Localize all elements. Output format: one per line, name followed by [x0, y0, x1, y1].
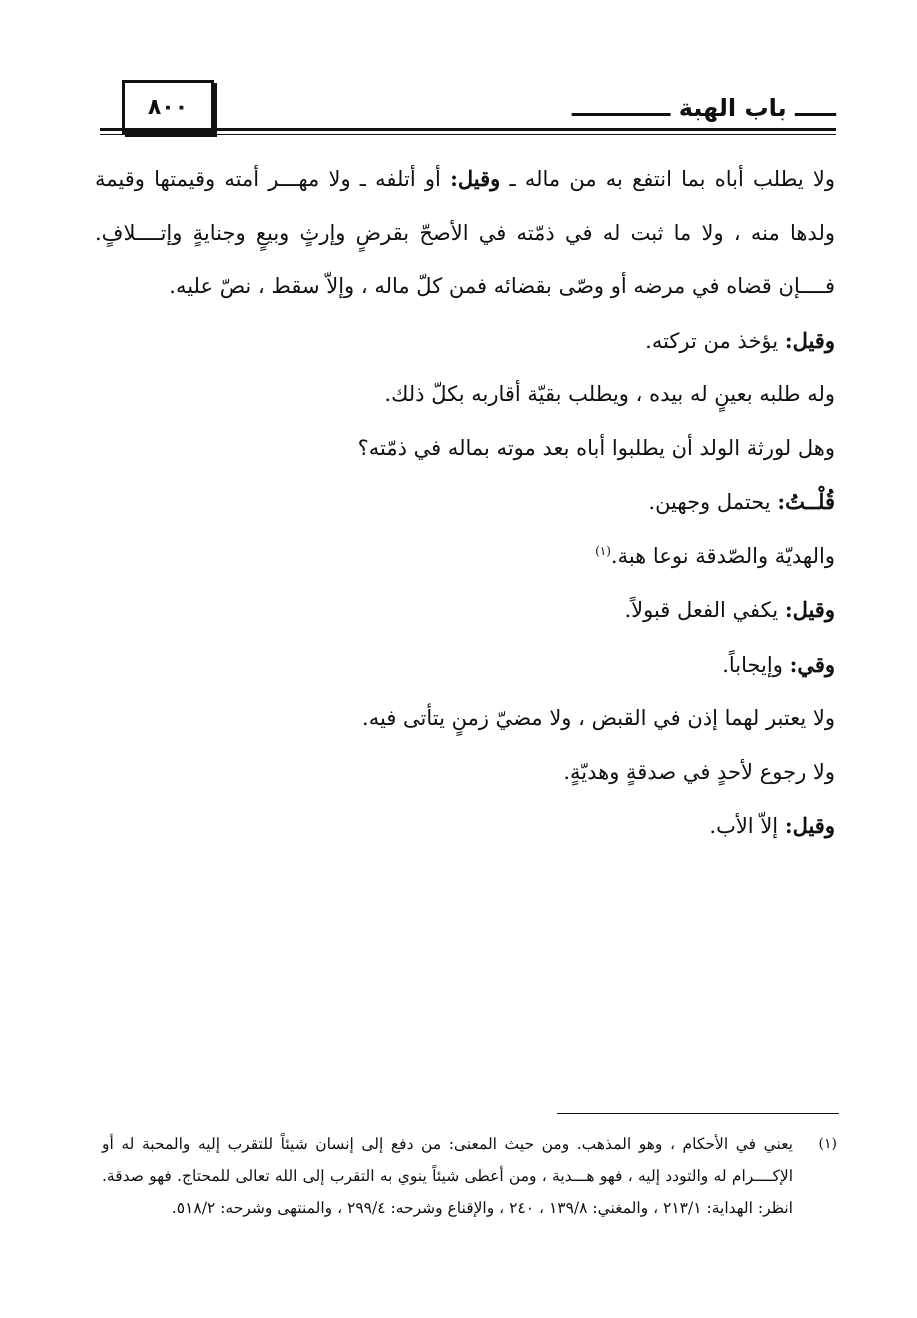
paragraph-text: وإيجاباً. — [722, 652, 790, 677]
paragraph-text: والهديّة والصّدقة نوعا هبة. — [610, 543, 835, 568]
keyword-qi: وقي: — [789, 651, 835, 677]
footnote — [102, 1128, 837, 1224]
footnote-text: يعني في الأحكام ، وهو المذهب. ومن حيث المعنى: من دفع إلى إنسان شيئاً للتقرب إليه والمحبة له أو الإكــــرام له والتودد إليه ، فهو هـــدية ، ومن أعطى شيئاً ينوي به التقرب إلى الله تعالى للمحتاج. فهو صدقة. انظر: الهداية: ٢١٣/١ ، والمغني: ١٣٩/٨ ، ٢٤٠ ، والإقناع وشرحه: ٢٩٩/٤ ، والمنتهى وشرحه: ٥١٨/٢. — [102, 1135, 793, 1217]
page-number: ٨٠٠ — [122, 80, 214, 134]
paragraph-text: ولا يطلب أباه بما انتفع به من ماله ـ — [500, 167, 835, 191]
keyword-qila: وقيل: — [784, 813, 835, 838]
page-header — [100, 72, 836, 142]
paragraph-6 — [95, 530, 835, 584]
paragraph-7 — [95, 583, 835, 638]
keyword-qila: وقيل: — [450, 166, 501, 191]
paragraph-text: يكفي الفعل قبولاً. — [624, 598, 785, 622]
paragraph-text: أو أتلفه ـ ولا مهـــر أمته وقيمتها وقيمة ولدها منه ، ولا ما ثبت له في ذمّته في الأصحّ بقرضٍ وإرثٍ وبيعٍ وجنايةٍ وإتــــلافٍ. فــــإن قضاه في مرضه أو وصّى بقضائه فمن كلّ ماله ، وإلاّ سقط ، نصّ عليه. — [95, 167, 835, 298]
footnote-reference[interactable]: (١) — [595, 543, 611, 558]
paragraph-11 — [95, 799, 835, 854]
paragraph-text: يحتمل وجهين. — [648, 490, 778, 514]
main-text — [95, 152, 835, 854]
keyword-qultu: قُلْــتُ: — [777, 489, 835, 514]
paragraph-text: إلاّ الأب. — [709, 814, 785, 838]
paragraph-3: وله طلبه بعينٍ له بيده ، ويطلب بقيّة أقاربه بكلّ ذلك. — [384, 382, 835, 406]
paragraph-5 — [95, 475, 835, 530]
header-rule-thin — [100, 134, 836, 135]
chapter-title: ـــــ باب الهبة ــــــــــــ — [571, 94, 836, 122]
paragraph-10: ولا رجوع لأحدٍ في صدقةٍ وهديّةٍ. — [563, 759, 835, 784]
paragraph-text: يؤخذ من تركته. — [645, 328, 785, 353]
paragraph-2 — [95, 314, 835, 369]
paragraph-1 — [95, 152, 835, 314]
footnote-separator — [557, 1113, 839, 1114]
paragraph-4: وهل لورثة الولد أن يطلبوا أباه بعد موته بماله في ذمّته؟ — [357, 435, 835, 460]
keyword-qila: وقيل: — [784, 327, 835, 353]
footnote-marker: (١) — [818, 1136, 837, 1152]
paragraph-8 — [95, 638, 835, 693]
keyword-qila: وقيل: — [784, 597, 835, 622]
header-rule — [100, 128, 836, 131]
paragraph-9: ولا يعتبر لهما إذن في القبض ، ولا مضيّ زمنٍ يتأتى فيه. — [362, 706, 835, 730]
